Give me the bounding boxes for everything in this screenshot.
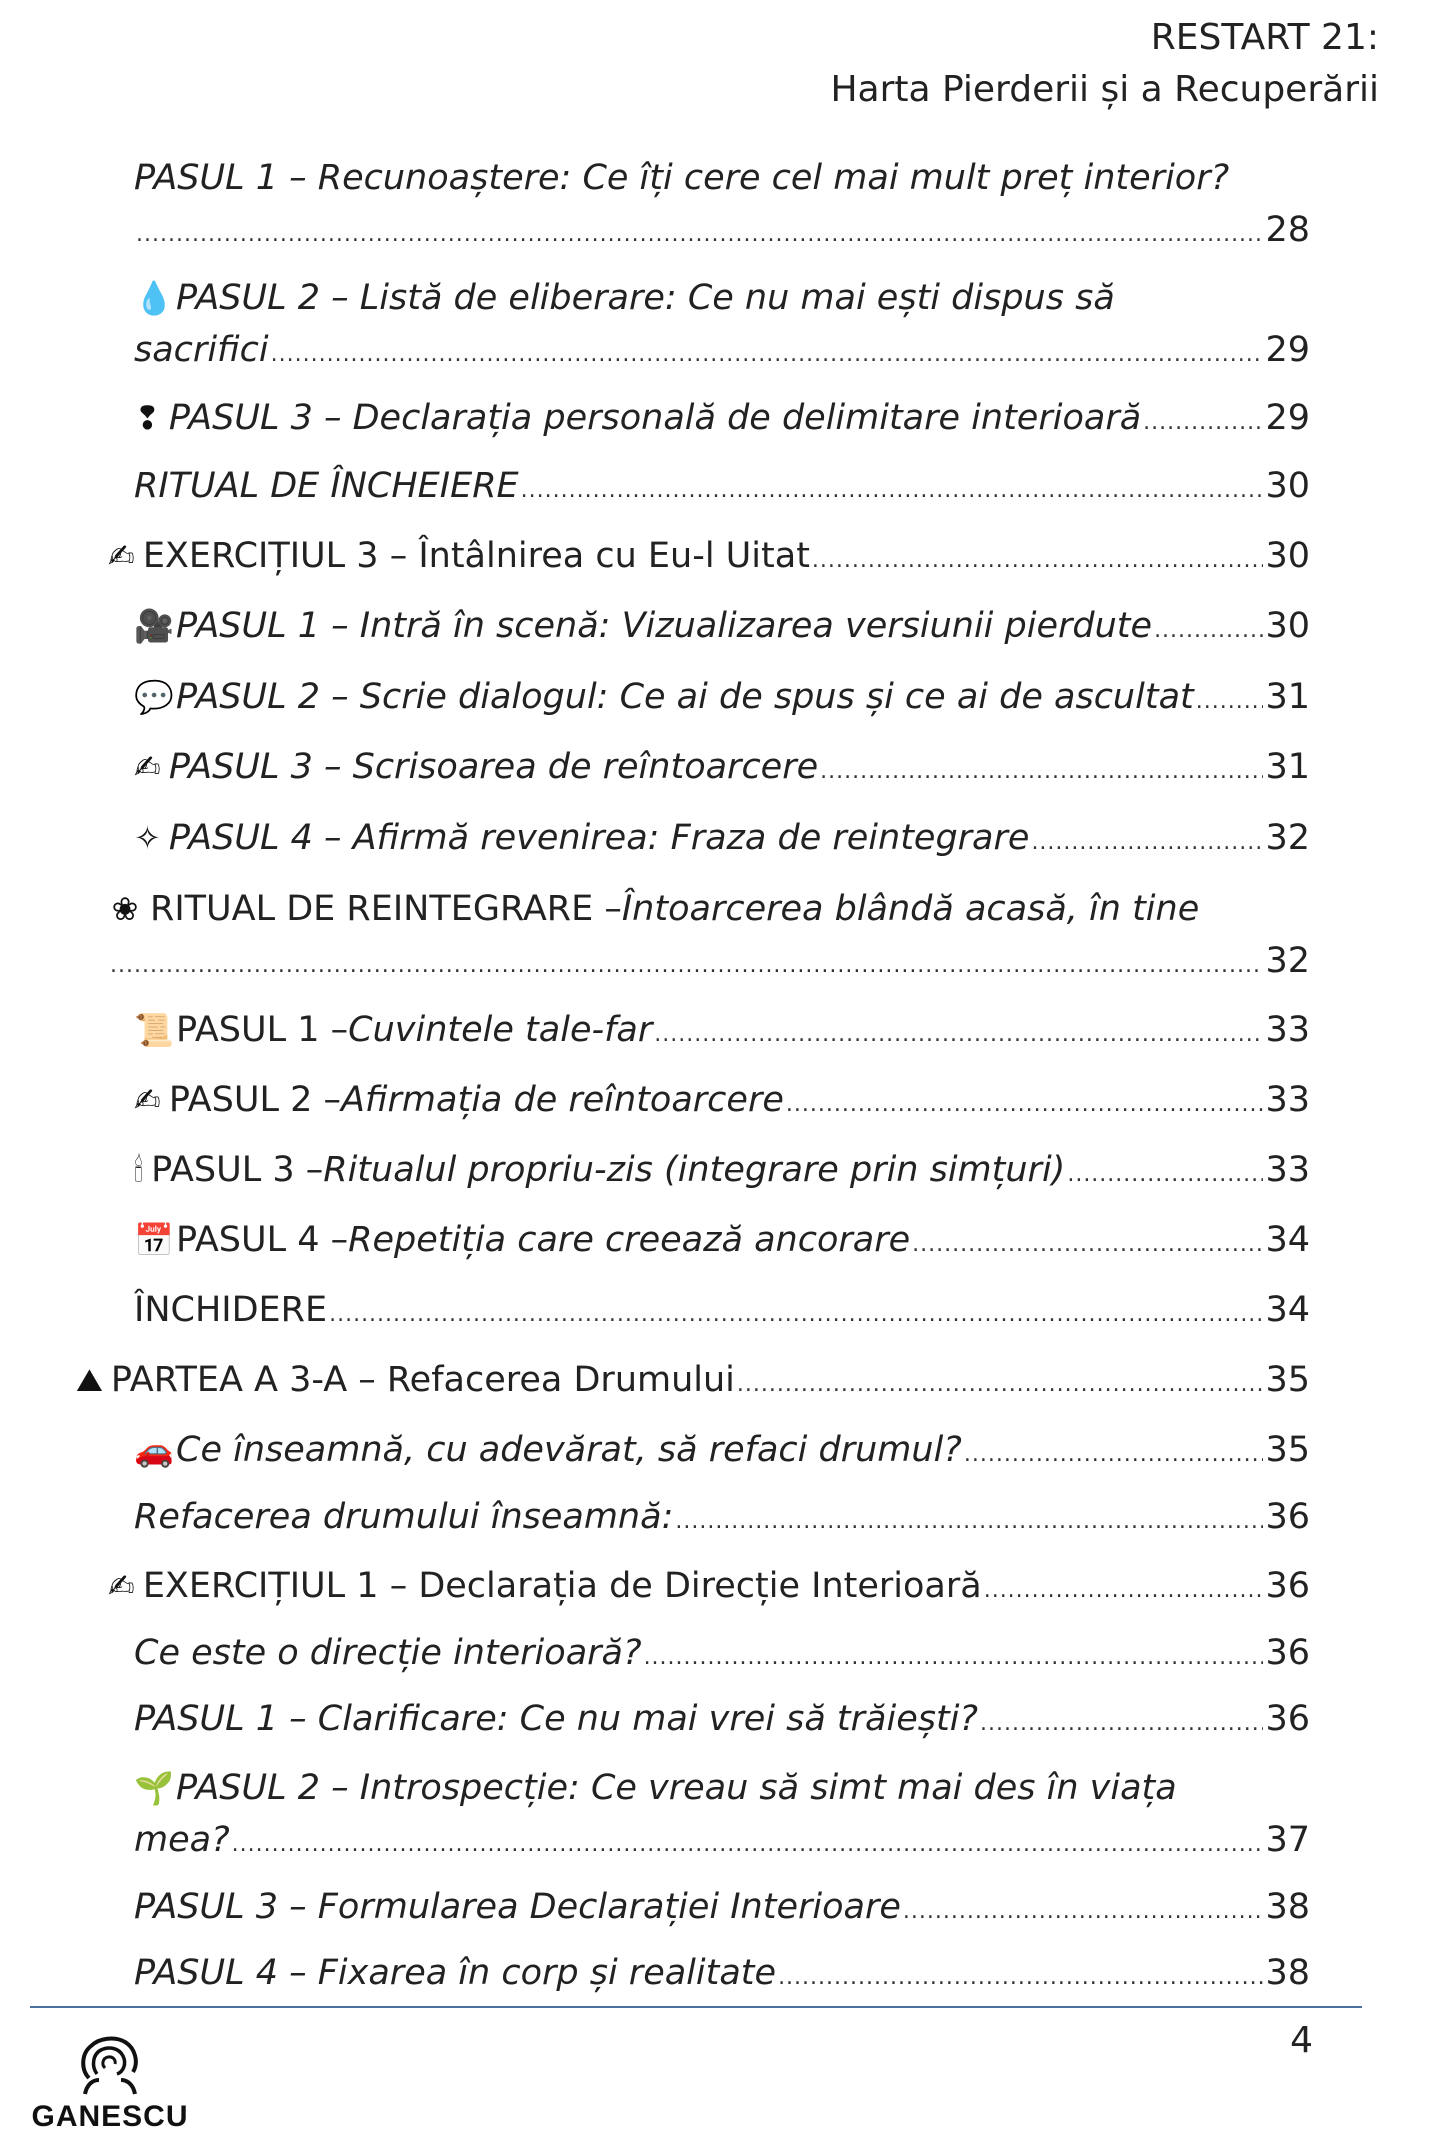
- toc-page-number: 31: [1265, 747, 1310, 787]
- toc-entry[interactable]: [134, 392, 1310, 449]
- page-number: 4: [1290, 2020, 1313, 2061]
- dot-leader: [136, 209, 1263, 261]
- dot-leader: [964, 1429, 1264, 1481]
- dot-leader: [110, 940, 1263, 992]
- toc-entry[interactable]: [108, 883, 1310, 992]
- writing-hand-icon: ✍: [134, 1081, 161, 1119]
- toc-page-number: 32: [1265, 818, 1310, 858]
- toc-entry[interactable]: [134, 1004, 1310, 1061]
- toc-entry-title: PASUL 3 – Declarația personală de delimitare interioară: [168, 398, 1142, 438]
- toc-entry-title: PASUL 1 – Intră în scenă: Vizualizarea versiunii pierdute: [176, 606, 1153, 646]
- toc-entry[interactable]: [134, 272, 1310, 381]
- toc-page-number: 34: [1265, 1290, 1310, 1330]
- toc-entry-title: Ce înseamnă, cu adevărat, să refaci drumul?: [176, 1430, 962, 1470]
- toc-entry-title: RITUAL DE REINTEGRARE –: [150, 889, 622, 929]
- writing-hand-icon: ✍: [108, 537, 135, 575]
- toc-entry-title: Ce este o direcție interioară?: [134, 1633, 642, 1673]
- toc-page-number: 29: [1265, 398, 1310, 438]
- toc-page-number: 38: [1265, 1887, 1310, 1927]
- toc-page-number: 33: [1265, 1010, 1310, 1050]
- toc-page-number: 38: [1265, 1953, 1310, 1993]
- toc-entry-title: PASUL 2 –: [168, 1080, 341, 1120]
- toc-entry-subtitle: Repetiția care creează ancorare: [348, 1220, 911, 1260]
- toc-page-number: 34: [1265, 1220, 1310, 1260]
- toc-entry[interactable]: [134, 1284, 1310, 1341]
- toc-entry[interactable]: [134, 460, 1310, 517]
- toc-entry-title: Refacerea drumului înseamnă:: [134, 1497, 674, 1537]
- toc-entry-title: PASUL 1 – Clarificare: Ce nu mai vrei să trăiești?: [134, 1699, 978, 1739]
- toc-entry-subtitle: Cuvintele tale-far: [348, 1010, 653, 1050]
- dot-leader: [737, 1359, 1264, 1411]
- toc-page-number: 33: [1265, 1150, 1310, 1190]
- toc-entry[interactable]: [134, 1214, 1310, 1271]
- dot-leader: [984, 1565, 1264, 1617]
- toc-entry[interactable]: [134, 600, 1310, 657]
- toc-entry[interactable]: [134, 1947, 1310, 2004]
- toc-entry[interactable]: [134, 152, 1310, 261]
- toc-entry[interactable]: [134, 1881, 1310, 1938]
- toc-entry[interactable]: [134, 741, 1310, 798]
- toc-entry-subtitle: Afirmația de reîntoarcere: [340, 1080, 784, 1120]
- logo-text: GANESCU: [31, 2100, 189, 2133]
- dot-leader: [820, 746, 1263, 798]
- toc-entry-title: PASUL 4 – Afirmă revenirea: Fraza de reintegrare: [168, 818, 1030, 858]
- toc-entry[interactable]: [134, 1693, 1310, 1750]
- dotted-star-icon: ✧: [134, 819, 161, 857]
- running-header: [830, 12, 1379, 116]
- header-title: RESTART 21:: [1150, 17, 1379, 58]
- toc-entry-title: PASUL 3 – Formularea Declarației Interioare: [134, 1887, 901, 1927]
- spiral-head-icon: [75, 2034, 145, 2098]
- dot-leader: [329, 1289, 1263, 1341]
- toc-entry[interactable]: [108, 1560, 1310, 1617]
- toc-page-number: 30: [1265, 606, 1310, 646]
- dot-leader: [644, 1632, 1264, 1684]
- dot-leader: [912, 1219, 1263, 1271]
- dot-leader: [1031, 817, 1263, 869]
- toc-entry-subtitle: Ritualul propriu-zis (integrare prin simțuri): [323, 1150, 1066, 1190]
- toc-page-number: 36: [1265, 1497, 1310, 1537]
- toc-page-number: 28: [1265, 210, 1310, 250]
- dot-leader: [812, 535, 1264, 587]
- toc-entry-title: ÎNCHIDERE: [134, 1290, 328, 1330]
- toc-entry-title: PASUL 2 – Listă de eliberare: Ce nu mai ești dispus să: [176, 278, 1115, 318]
- toc-entry[interactable]: [134, 1627, 1310, 1684]
- toc-page-number: 33: [1265, 1080, 1310, 1120]
- dot-leader: [675, 1496, 1263, 1548]
- toc-entry[interactable]: [134, 671, 1310, 728]
- writing-hand-icon: ✍: [108, 1567, 135, 1605]
- toc-entry[interactable]: [134, 1074, 1310, 1131]
- dot-leader: [786, 1079, 1264, 1131]
- dot-leader: [521, 465, 1264, 517]
- toc-entry-title: PARTEA A 3-A – Refacerea Drumului: [110, 1360, 735, 1400]
- toc-entry-title: PASUL 4 – Fixarea în corp și realitate: [134, 1953, 777, 1993]
- toc-entry[interactable]: [76, 1354, 1310, 1411]
- dot-leader: [1143, 397, 1263, 449]
- flower-icon: ❀: [111, 890, 139, 928]
- toc-entry-title: PASUL 1 – Recunoaștere: Ce îți cere cel mai mult preț interior?: [134, 158, 1230, 198]
- dot-leader: [232, 1819, 1264, 1871]
- toc-entry[interactable]: [134, 1144, 1310, 1201]
- dot-leader: [1154, 605, 1263, 657]
- toc-entry[interactable]: [108, 530, 1310, 587]
- toc-page-number: 36: [1265, 1633, 1310, 1673]
- toc-page-number: 35: [1265, 1360, 1310, 1400]
- toc-entry-title: PASUL 1 –: [176, 1010, 349, 1050]
- car-icon: 🚗: [134, 1431, 174, 1469]
- toc-entry[interactable]: [134, 1762, 1310, 1871]
- toc-entry[interactable]: [134, 1424, 1310, 1481]
- header-subtitle: Harta Pierderii și a Recuperării: [830, 69, 1379, 110]
- toc-page-number: 31: [1265, 677, 1310, 717]
- dot-leader: [654, 1009, 1263, 1061]
- writing-hand-icon: ✍: [134, 748, 161, 786]
- toc-page-number: 35: [1265, 1430, 1310, 1470]
- mountain-icon: ⛰: [76, 1361, 103, 1399]
- toc-entry-title-continued: sacrifici: [134, 330, 269, 370]
- toc-entry-title-continued: mea?: [134, 1820, 230, 1860]
- toc-page-number: 29: [1265, 330, 1310, 370]
- toc-entry-title: EXERCIȚIUL 3 – Întâlnirea cu Eu-l Uitat: [142, 536, 810, 576]
- toc-entry-title: PASUL 2 – Scrie dialogul: Ce ai de spus și ce ai de ascultat: [176, 677, 1194, 717]
- calendar-icon: 📅: [134, 1221, 174, 1259]
- toc-page-number: 30: [1265, 466, 1310, 506]
- ganescu-logo: [30, 2034, 190, 2134]
- exclamation-icon: ❢: [134, 399, 161, 437]
- droplet-icon: 💧: [134, 279, 174, 317]
- dot-leader: [980, 1698, 1263, 1750]
- toc-page-number: 37: [1265, 1820, 1310, 1860]
- movie-camera-icon: 🎥: [134, 607, 174, 645]
- dot-leader: [1067, 1149, 1263, 1201]
- toc-page-number: 30: [1265, 536, 1310, 576]
- candle-icon: 🕯: [134, 1151, 144, 1189]
- dot-leader: [778, 1952, 1263, 2004]
- toc-entry[interactable]: [134, 1491, 1310, 1548]
- toc-entry-title: PASUL 3 – Scrisoarea de reîntoarcere: [168, 747, 819, 787]
- toc-entry-title: EXERCIȚIUL 1 – Declarația de Direcție Interioară: [142, 1566, 982, 1606]
- toc-entry-title: RITUAL DE ÎNCHEIERE: [134, 466, 519, 506]
- toc-page-number: 32: [1265, 941, 1310, 981]
- toc-entry-title: PASUL 4 –: [176, 1220, 349, 1260]
- speech-bubble-icon: 💬: [134, 678, 174, 716]
- dot-leader: [1196, 676, 1264, 728]
- scroll-icon: 📜: [134, 1011, 174, 1049]
- toc-entry-subtitle: Întoarcerea blândă acasă, în tine: [621, 889, 1200, 929]
- toc-entry-title: PASUL 3 –: [151, 1150, 324, 1190]
- toc-entry-title: PASUL 2 – Introspecție: Ce vreau să simt mai des în viața: [176, 1768, 1177, 1808]
- dot-leader: [903, 1886, 1264, 1938]
- dot-leader: [271, 329, 1264, 381]
- footer-divider: [30, 2006, 1362, 2008]
- toc-page-number: 36: [1265, 1699, 1310, 1739]
- toc-page-number: 36: [1265, 1566, 1310, 1606]
- toc-entry[interactable]: [134, 812, 1310, 869]
- seedling-icon: 🌱: [134, 1769, 174, 1807]
